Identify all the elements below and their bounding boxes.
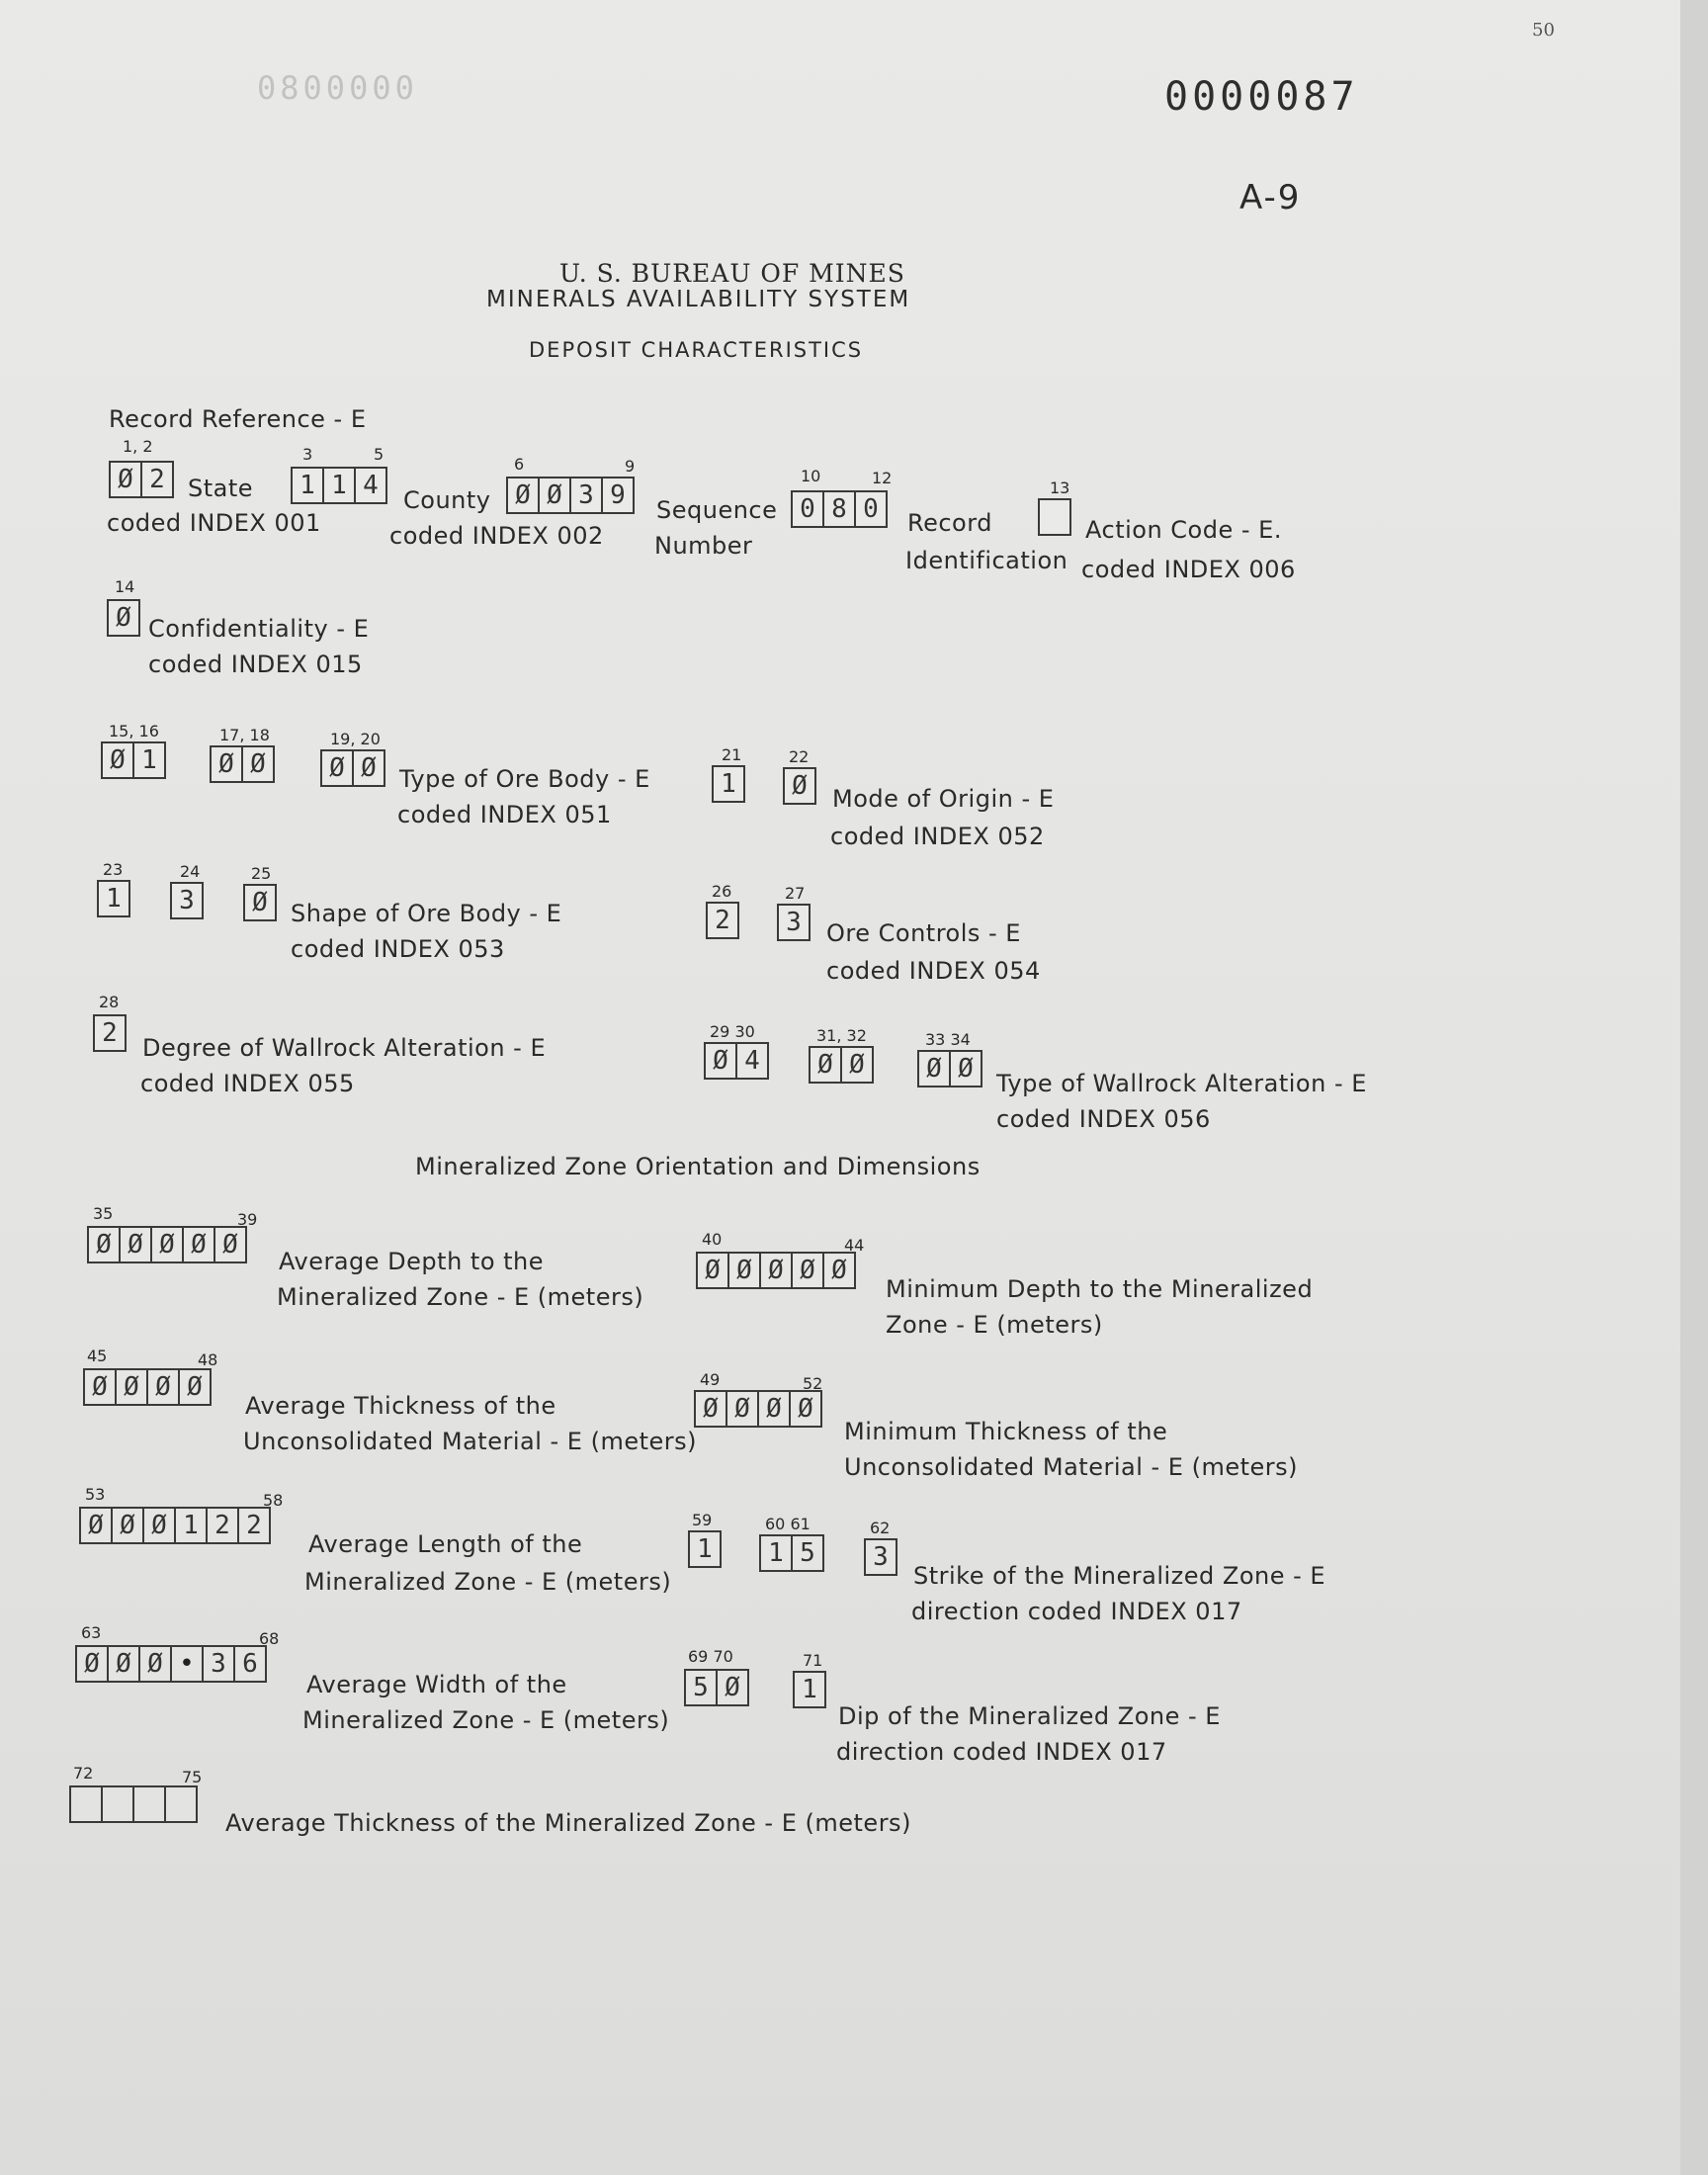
degree-alteration-code: coded INDEX 055 xyxy=(140,1070,355,1097)
digit-box[interactable]: Ø xyxy=(150,1226,184,1263)
shape-boxes-c[interactable] xyxy=(243,884,277,921)
digit-box[interactable]: 2 xyxy=(93,1014,127,1052)
digit-box[interactable]: Ø xyxy=(109,461,142,498)
section-title: Mineralized Zone Orientation and Dimensions xyxy=(415,1153,981,1180)
col-number: 29 30 xyxy=(710,1022,755,1041)
digit-box[interactable]: Ø xyxy=(241,745,275,783)
col-number: 27 xyxy=(785,884,806,903)
digit-box[interactable]: Ø xyxy=(757,1390,791,1428)
state-code: coded INDEX 001 xyxy=(107,509,321,537)
digit-box[interactable]: Ø xyxy=(101,741,134,779)
mode-origin-boxes-a[interactable] xyxy=(712,765,745,803)
col-number: 10 xyxy=(801,467,821,485)
col-number: 71 xyxy=(803,1651,823,1670)
col-number: 52 xyxy=(803,1374,823,1393)
avg-depth-boxes[interactable] xyxy=(87,1226,247,1263)
col-number: 25 xyxy=(251,864,272,883)
digit-box[interactable]: • xyxy=(170,1645,204,1683)
ore-body-code: coded INDEX 051 xyxy=(397,801,612,828)
ore-controls-boxes-a[interactable] xyxy=(706,902,739,939)
digit-box[interactable]: Ø xyxy=(352,749,385,787)
avg-width-line1: Average Width of the xyxy=(306,1671,567,1698)
type-alteration-label: Type of Wallrock Alteration - E xyxy=(996,1070,1367,1097)
avg-thick-zone-label: Average Thickness of the Mineralized Zone - E (meters) xyxy=(225,1809,911,1837)
col-number: 21 xyxy=(722,745,742,764)
digit-box[interactable]: 4 xyxy=(735,1042,769,1080)
dip-line2: direction coded INDEX 017 xyxy=(836,1738,1167,1766)
col-number: 22 xyxy=(789,747,810,766)
col-number: 31, 32 xyxy=(816,1026,867,1045)
mode-origin-label: Mode of Origin - E xyxy=(832,785,1055,813)
state-boxes[interactable] xyxy=(109,461,174,498)
ore-body-boxes-b[interactable] xyxy=(210,745,275,783)
digit-box[interactable]: Ø xyxy=(182,1226,215,1263)
col-number: 58 xyxy=(263,1491,284,1510)
digit-box[interactable]: Ø xyxy=(210,745,243,783)
dip-boxes-b[interactable] xyxy=(793,1671,826,1708)
digit-box[interactable]: Ø xyxy=(704,1042,737,1080)
avg-length-line1: Average Length of the xyxy=(308,1530,583,1558)
digit-box[interactable]: 0 xyxy=(791,490,824,528)
avg-depth-line1: Average Depth to the xyxy=(279,1248,545,1275)
digit-box[interactable]: 3 xyxy=(777,904,811,941)
digit-box[interactable]: Ø xyxy=(79,1507,113,1544)
col-number: 35 xyxy=(93,1204,114,1223)
digit-box[interactable]: Ø xyxy=(243,884,277,921)
digit-box[interactable]: Ø xyxy=(783,767,816,805)
col-number: 3 xyxy=(302,445,313,464)
digit-box[interactable]: Ø xyxy=(87,1226,121,1263)
col-number: 63 xyxy=(81,1623,102,1642)
digit-box[interactable]: Ø xyxy=(809,1046,842,1084)
action-boxes[interactable] xyxy=(1038,498,1071,536)
digit-box[interactable]: 3 xyxy=(569,477,603,514)
sequence-label: Sequence xyxy=(656,496,778,524)
col-number: 69 70 xyxy=(688,1647,733,1666)
mode-origin-boxes-b[interactable] xyxy=(783,767,816,805)
digit-box[interactable]: Ø xyxy=(791,1252,824,1289)
digit-box[interactable]: Ø xyxy=(917,1050,951,1088)
col-number: 13 xyxy=(1050,478,1070,497)
col-number: 68 xyxy=(259,1629,280,1648)
digit-box[interactable]: Ø xyxy=(949,1050,982,1088)
min-thick-uncons-boxes[interactable] xyxy=(694,1390,822,1428)
digit-box[interactable]: Ø xyxy=(146,1368,180,1406)
strike-line2: direction coded INDEX 017 xyxy=(911,1598,1242,1625)
ore-body-label: Type of Ore Body - E xyxy=(399,765,650,793)
col-number: 28 xyxy=(99,993,120,1011)
col-number: 6 xyxy=(514,455,525,474)
digit-box[interactable] xyxy=(1038,498,1071,536)
strike-boxes-b[interactable] xyxy=(759,1534,824,1572)
digit-box[interactable]: 4 xyxy=(354,467,387,504)
digit-box[interactable]: Ø xyxy=(83,1368,117,1406)
col-number: 40 xyxy=(702,1230,723,1249)
digit-box[interactable]: 6 xyxy=(233,1645,267,1683)
county-boxes[interactable] xyxy=(291,467,387,504)
col-number: 23 xyxy=(103,860,124,879)
digit-box[interactable]: Ø xyxy=(214,1226,247,1263)
digit-box[interactable]: 9 xyxy=(601,477,635,514)
col-number: 44 xyxy=(844,1236,865,1255)
degree-alteration-boxes[interactable] xyxy=(93,1014,127,1052)
col-number: 24 xyxy=(180,862,201,881)
sequence-boxes[interactable] xyxy=(506,477,635,514)
col-number: 14 xyxy=(115,577,135,596)
digit-box[interactable]: 3 xyxy=(864,1538,897,1576)
record-label: Record xyxy=(907,509,992,537)
digit-box[interactable]: Ø xyxy=(694,1390,727,1428)
digit-box[interactable]: 5 xyxy=(791,1534,824,1572)
col-number: 59 xyxy=(692,1511,713,1529)
state-label: State xyxy=(188,475,254,502)
document-number: 0000087 xyxy=(1164,74,1359,120)
avg-thick-uncons-line2: Unconsolidated Material - E (meters) xyxy=(243,1428,697,1455)
avg-thick-uncons-line1: Average Thickness of the xyxy=(245,1392,556,1420)
avg-length-boxes[interactable] xyxy=(79,1507,271,1544)
strike-line1: Strike of the Mineralized Zone - E xyxy=(913,1562,1326,1590)
min-depth-line2: Zone - E (meters) xyxy=(886,1311,1103,1339)
type-alteration-boxes-a[interactable] xyxy=(704,1042,769,1080)
type-alteration-code: coded INDEX 056 xyxy=(996,1105,1211,1133)
sequence-sub: Number xyxy=(654,532,753,560)
dip-boxes-a[interactable] xyxy=(684,1669,749,1706)
digit-box[interactable]: 2 xyxy=(237,1507,271,1544)
min-depth-boxes[interactable] xyxy=(696,1252,856,1289)
avg-thick-uncons-boxes[interactable] xyxy=(83,1368,212,1406)
col-number: 1, 2 xyxy=(123,437,153,456)
digit-box[interactable] xyxy=(132,1785,166,1823)
ghost-stamp: 0800000 xyxy=(257,69,418,107)
shape-code: coded INDEX 053 xyxy=(291,935,505,963)
col-number: 5 xyxy=(374,445,384,464)
digit-box[interactable]: 1 xyxy=(174,1507,208,1544)
digit-box[interactable] xyxy=(69,1785,103,1823)
digit-box[interactable]: 1 xyxy=(322,467,356,504)
col-number: 19, 20 xyxy=(330,730,381,748)
digit-box[interactable]: 0 xyxy=(854,490,888,528)
scan-edge xyxy=(1680,0,1708,2175)
avg-thick-zone-boxes[interactable] xyxy=(69,1785,198,1823)
digit-box[interactable]: Ø xyxy=(840,1046,874,1084)
type-alteration-boxes-b[interactable] xyxy=(809,1046,874,1084)
digit-box[interactable]: Ø xyxy=(759,1252,793,1289)
avg-width-boxes[interactable] xyxy=(75,1645,267,1683)
digit-box[interactable]: Ø xyxy=(506,477,540,514)
action-label: Action Code - E. xyxy=(1085,516,1282,544)
record-sub: Identification xyxy=(905,547,1068,574)
col-number: 72 xyxy=(73,1764,94,1783)
digit-box[interactable]: Ø xyxy=(538,477,571,514)
digit-box[interactable]: Ø xyxy=(115,1368,148,1406)
digit-box[interactable]: 1 xyxy=(688,1530,722,1568)
confidentiality-code: coded INDEX 015 xyxy=(148,651,363,678)
system-title: MINERALS AVAILABILITY SYSTEM xyxy=(486,287,911,312)
digit-box[interactable]: 2 xyxy=(706,902,739,939)
avg-length-line2: Mineralized Zone - E (meters) xyxy=(304,1568,672,1596)
county-code: coded INDEX 002 xyxy=(389,522,604,550)
col-number: 17, 18 xyxy=(219,726,270,744)
digit-box[interactable]: Ø xyxy=(178,1368,212,1406)
digit-box[interactable]: Ø xyxy=(107,1645,140,1683)
digit-box[interactable]: Ø xyxy=(142,1507,176,1544)
digit-box[interactable]: 1 xyxy=(793,1671,826,1708)
ore-controls-label: Ore Controls - E xyxy=(826,919,1021,947)
digit-box[interactable]: 1 xyxy=(712,765,745,803)
col-number: 15, 16 xyxy=(109,722,159,740)
digit-box[interactable] xyxy=(101,1785,134,1823)
ore-controls-boxes-b[interactable] xyxy=(777,904,811,941)
degree-alteration-label: Degree of Wallrock Alteration - E xyxy=(142,1034,547,1062)
form-title: DEPOSIT CHARACTERISTICS xyxy=(529,338,864,362)
appendix-label: A-9 xyxy=(1239,178,1302,218)
digit-box[interactable]: 1 xyxy=(291,467,324,504)
col-number: 48 xyxy=(198,1350,218,1369)
digit-box[interactable]: Ø xyxy=(75,1645,109,1683)
digit-box[interactable]: 2 xyxy=(140,461,174,498)
digit-box[interactable]: Ø xyxy=(111,1507,144,1544)
col-number: 49 xyxy=(700,1370,721,1389)
digit-box[interactable]: Ø xyxy=(789,1390,822,1428)
ore-body-boxes-a[interactable] xyxy=(101,741,166,779)
min-thick-uncons-line2: Unconsolidated Material - E (meters) xyxy=(844,1453,1298,1481)
col-number: 12 xyxy=(872,469,893,487)
dip-line1: Dip of the Mineralized Zone - E xyxy=(838,1702,1221,1730)
page-number: 50 xyxy=(1532,20,1555,41)
col-number: 53 xyxy=(85,1485,106,1504)
strike-boxes-a[interactable] xyxy=(688,1530,722,1568)
digit-box[interactable]: 2 xyxy=(206,1507,239,1544)
col-number: 60 61 xyxy=(765,1515,811,1533)
mode-origin-code: coded INDEX 052 xyxy=(830,823,1045,850)
digit-box[interactable]: Ø xyxy=(726,1390,759,1428)
min-depth-line1: Minimum Depth to the Mineralized xyxy=(886,1275,1314,1303)
digit-box[interactable]: Ø xyxy=(727,1252,761,1289)
record-boxes[interactable] xyxy=(791,490,888,528)
confidentiality-boxes[interactable] xyxy=(107,599,140,637)
digit-box[interactable]: Ø xyxy=(119,1226,152,1263)
digit-box[interactable]: Ø xyxy=(716,1669,749,1706)
digit-box[interactable] xyxy=(164,1785,198,1823)
col-number: 45 xyxy=(87,1347,108,1365)
min-thick-uncons-line1: Minimum Thickness of the xyxy=(844,1418,1168,1445)
action-code: coded INDEX 006 xyxy=(1081,556,1296,583)
strike-boxes-c[interactable] xyxy=(864,1538,897,1576)
col-number: 75 xyxy=(182,1768,203,1786)
record-reference-heading: Record Reference - E xyxy=(109,405,367,433)
digit-box[interactable]: Ø xyxy=(138,1645,172,1683)
agency-title: U. S. BUREAU OF MINES xyxy=(559,259,905,288)
ore-body-boxes-c[interactable] xyxy=(320,749,385,787)
col-number: 33 34 xyxy=(925,1030,971,1049)
confidentiality-label: Confidentiality - E xyxy=(148,615,370,643)
digit-box[interactable]: 8 xyxy=(822,490,856,528)
ore-controls-code: coded INDEX 054 xyxy=(826,957,1041,985)
digit-box[interactable]: Ø xyxy=(822,1252,856,1289)
digit-box[interactable]: 1 xyxy=(132,741,166,779)
digit-box[interactable]: Ø xyxy=(696,1252,729,1289)
digit-box[interactable]: 3 xyxy=(170,882,204,919)
type-alteration-boxes-c[interactable] xyxy=(917,1050,982,1088)
shape-boxes-b[interactable] xyxy=(170,882,204,919)
shape-boxes-a[interactable] xyxy=(97,880,130,917)
avg-width-line2: Mineralized Zone - E (meters) xyxy=(302,1706,670,1734)
col-number: 62 xyxy=(870,1519,891,1537)
digit-box[interactable]: 3 xyxy=(202,1645,235,1683)
col-number: 9 xyxy=(625,457,636,476)
digit-box[interactable]: 1 xyxy=(97,880,130,917)
digit-box[interactable]: Ø xyxy=(320,749,354,787)
digit-box[interactable]: Ø xyxy=(107,599,140,637)
avg-depth-line2: Mineralized Zone - E (meters) xyxy=(277,1283,644,1311)
digit-box[interactable]: 5 xyxy=(684,1669,718,1706)
county-label: County xyxy=(403,486,491,514)
col-number: 39 xyxy=(237,1210,258,1229)
digit-box[interactable]: 1 xyxy=(759,1534,793,1572)
shape-label: Shape of Ore Body - E xyxy=(291,900,562,927)
col-number: 26 xyxy=(712,882,732,901)
